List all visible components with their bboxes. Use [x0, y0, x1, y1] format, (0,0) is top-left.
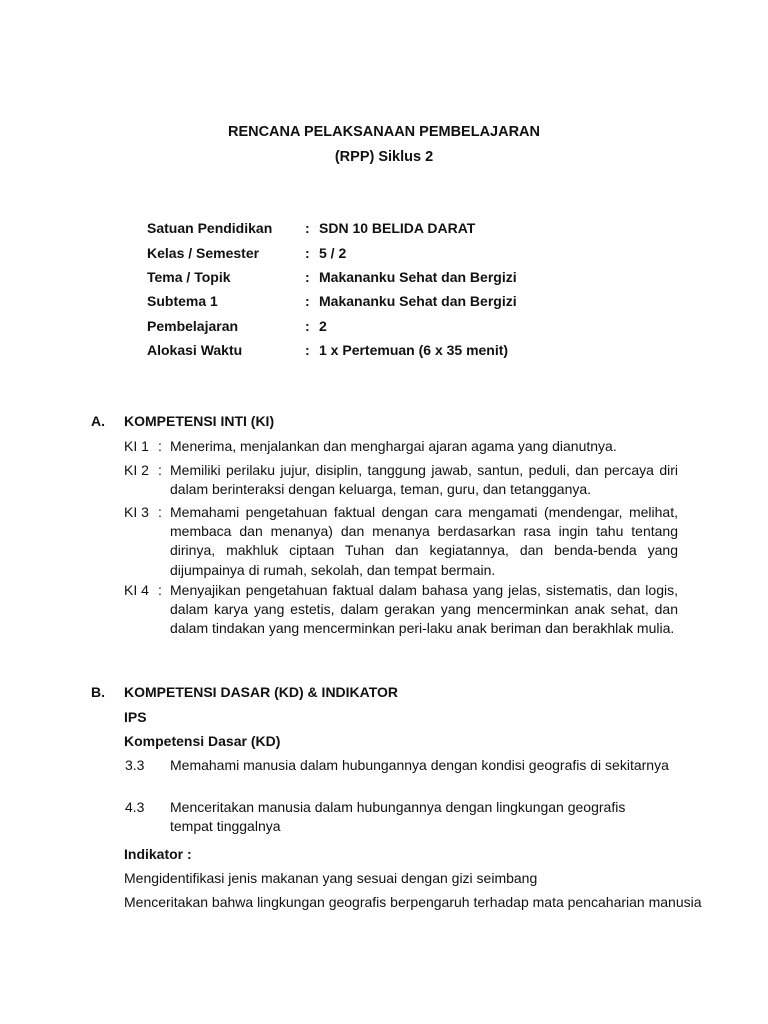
ki-text: Menyajikan pengetahuan faktual dalam bahasa yang jelas, sistematis, dan logis, dalam karya yang estetis, dalam gerakan yang mencerminkan anak sehat, dan dalam tindakan yang mencerminkan peri-laku anak beriman dan berakhlak mulia.	[170, 582, 678, 637]
indicator-item: Mengidentifikasi jenis makanan yang sesuai dengan gizi seimbang	[124, 870, 538, 886]
identity-colon: :	[305, 293, 310, 309]
ki-text: Memiliki perilaku jujur, disiplin, tanggung jawab, santun, peduli, dan percaya diri dalam berinteraksi dengan keluarga, teman, guru, dan tetangganya.	[170, 462, 678, 498]
section-a-heading: KOMPETENSI INTI (KI)	[124, 413, 275, 429]
ki-colon: :	[158, 462, 162, 478]
identity-colon: :	[305, 318, 310, 334]
identity-value: Makananku Sehat dan Bergizi	[319, 293, 517, 309]
identity-value: 2	[319, 318, 327, 334]
identity-value: 1 x Pertemuan (6 x 35 menit)	[319, 342, 509, 358]
ki-colon: :	[158, 504, 162, 520]
identity-label: Pembelajaran	[147, 318, 239, 334]
identity-label: Satuan Pendidikan	[147, 220, 273, 236]
document-title-line-1: RENCANA PELAKSANAAN PEMBELAJARAN	[227, 124, 541, 140]
identity-value: SDN 10 BELIDA DARAT	[319, 220, 476, 236]
kd-text: Menceritakan manusia dalam hubungannya dengan lingkungan geografis tempat tinggalnya	[170, 799, 626, 834]
ki-code: KI 1	[124, 438, 149, 454]
subject-heading: IPS	[124, 709, 147, 725]
kd-heading: Kompetensi Dasar (KD)	[124, 733, 281, 749]
identity-value: Makananku Sehat dan Bergizi	[319, 269, 517, 285]
identity-colon: :	[305, 245, 310, 261]
identity-value: 5 / 2	[319, 245, 347, 261]
identity-colon: :	[305, 269, 310, 285]
kd-text: Memahami manusia dalam hubungannya dengan kondisi geografis di sekitarnya	[170, 757, 669, 773]
indicator-item: Menceritakan bahwa lingkungan geografis berpengaruh terhadap mata pencaharian manusia	[124, 894, 702, 910]
document-title-line-2: (RPP) Siklus 2	[334, 149, 434, 165]
section-a-letter: A.	[91, 413, 105, 429]
section-b-letter: B.	[91, 684, 105, 700]
ki-code: KI 3	[124, 504, 149, 520]
kd-number: 4.3	[125, 799, 145, 815]
identity-label: Kelas / Semester	[147, 245, 260, 261]
indicator-heading: Indikator :	[124, 846, 192, 862]
section-b-heading: KOMPETENSI DASAR (KD) & INDIKATOR	[124, 684, 399, 700]
ki-code: KI 2	[124, 462, 149, 478]
kd-number: 3.3	[125, 757, 145, 773]
ki-code: KI 4	[124, 582, 149, 598]
ki-text: Menerima, menjalankan dan menghargai ajaran agama yang dianutnya.	[170, 438, 617, 454]
identity-label: Subtema 1	[147, 293, 218, 309]
ki-colon: :	[158, 582, 162, 598]
identity-colon: :	[305, 220, 310, 236]
ki-text: Memahami pengetahuan faktual dengan cara mengamati (mendengar, melihat, membaca dan menanya) dan menanya berdasarkan rasa ingin tahu tentang dirinya, makhluk ciptaan Tuhan dan kegiatannya, dan benda-benda yang dijumpainya di rumah, sekolah, dan tempat bermain.	[170, 504, 678, 578]
ki-colon: :	[158, 438, 162, 454]
identity-colon: :	[305, 342, 310, 358]
identity-label: Tema / Topik	[147, 269, 231, 285]
identity-label: Alokasi Waktu	[147, 342, 243, 358]
